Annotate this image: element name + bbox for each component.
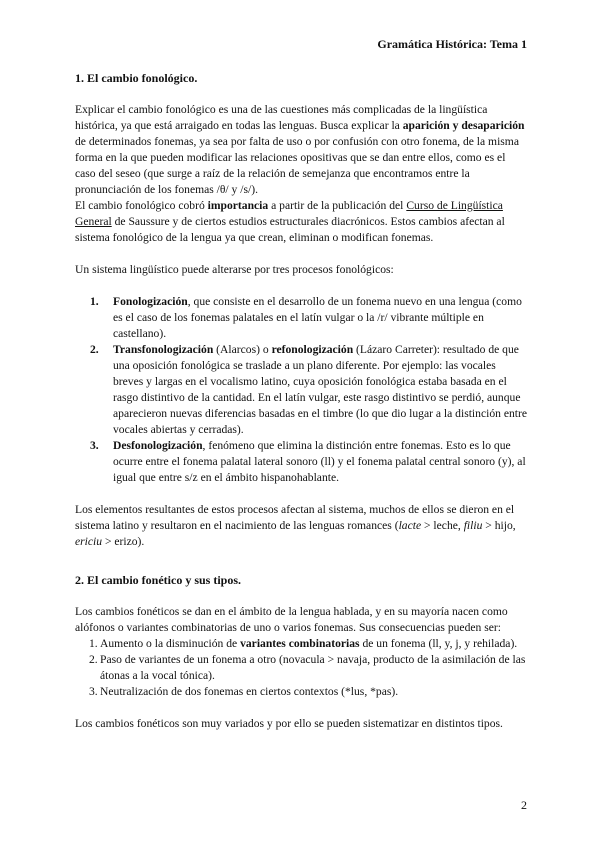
- list-item: [75, 438, 527, 486]
- list-number: 3.: [89, 685, 98, 698]
- bold-term: Fonologización: [113, 295, 188, 308]
- list-number: 1.: [90, 295, 99, 308]
- text-run: Los elementos resultantes de estos procesos afectan al sistema, muchos de ellos se dieron en el sistema latino y resultaron en el nacimiento de las lenguas romances (: [75, 503, 515, 532]
- text-run: , que consiste en el desarrollo de un fonema nuevo en una lengua (como es el caso de los fonemas palatales en el latín vulgar o la /r/ vibrante múltiple en castellano).: [113, 295, 522, 340]
- list-number: 3.: [90, 439, 99, 452]
- text-run: Paso de variantes de un fonema a otro (novacula > navaja, producto de la asimilación de las átonas a la vocal tónica).: [100, 653, 526, 682]
- bold-term: importancia: [207, 199, 269, 212]
- list-item: [75, 684, 527, 700]
- book-title: Curso de Lingüística General: [75, 199, 503, 228]
- paragraph: [75, 198, 527, 246]
- text-run: Neutralización de dos fonemas en ciertos contextos (*lus, *pas).: [100, 685, 399, 698]
- bold-term: refonologización: [271, 343, 354, 356]
- section-heading: 2. El cambio fonético y sus tipos.: [75, 573, 242, 587]
- text-run: Aumento o la disminución de: [100, 637, 241, 650]
- list-number: 1.: [89, 637, 98, 650]
- list-item: [75, 294, 527, 342]
- text-run: Explicar el cambio fonológico es una de las cuestiones más complicadas de la lingüística histórica, ya que está arraigado en todas las lenguas. Busca explicar la: [75, 103, 488, 132]
- latin-word: lacte: [398, 519, 422, 532]
- text-run: > erizo).: [102, 535, 145, 548]
- text-run: a partir de la publicación del: [268, 199, 407, 212]
- text-run: (Alarcos) o: [213, 343, 272, 356]
- text-run: > hijo,: [482, 519, 516, 532]
- paragraph: [75, 502, 527, 550]
- process-list: [75, 294, 527, 486]
- list-number: 2.: [89, 653, 98, 666]
- page-content: [75, 70, 527, 732]
- paragraph: Los cambios fonéticos son muy variados y por ello se pueden sistematizar en distintos tipos.: [75, 717, 503, 730]
- text-run: > leche,: [421, 519, 464, 532]
- text-run: (Lázaro Carreter): resultado de que una oposición fonológica se traslade a un plano diferente. Por ejemplo: las vocales breves y largas en el vocalismo latino, cuya oposición fonológica estaba basada en el rasgo distintivo de la cantidad. En el latín vulgar, este rasgo distintivo se perdió, aunque aparecieron nuevas diferencias basadas en el timbre (lo que dio lugar a la distinción entre vocales abiertas y cerradas).: [113, 343, 527, 436]
- text-run: , fenómeno que elimina la distinción entre fonemas. Esto es lo que ocurre entre el fonema palatal lateral sonoro (ll) y el fonema palatal central sonoro (y), al igual que entre s/z en el ámbito hispanohablante.: [113, 439, 526, 484]
- paragraph: Los cambios fonéticos se dan en el ámbito de la lengua hablada, y en su mayoría nacen como alófonos o variantes combinatorias de uno o varios fonemas. Sus consecuencias pueden ser:: [75, 605, 508, 634]
- bold-term: Transfonologización: [113, 343, 214, 356]
- latin-word: filiu: [463, 519, 483, 532]
- paragraph: Un sistema lingüístico puede alterarse por tres procesos fonológicos:: [75, 263, 394, 276]
- text-run: de un fonema (ll, y, j, y rehilada).: [359, 637, 518, 650]
- text-run: de Saussure y de ciertos estudios estructurales diacrónicos. Estos cambios afectan al sistema fonológico de la lengua ya que crean, eliminan o modifican fonemas.: [75, 215, 505, 244]
- latin-word: ericiu: [75, 535, 103, 548]
- text-run: de determinados fonemas, ya sea por falta de uso o por confusión con otro fonema, de la misma forma en la que pueden modificar las relaciones opositivas que se dan entre ellos, como es el caso del seseo (que surge a raíz de la relación de semejanza que encontramos entre la pronunciación de los fonemas /θ/ y /s/).: [75, 135, 519, 196]
- list-number: 2.: [90, 343, 99, 356]
- running-header: Gramática Histórica: Tema 1: [377, 37, 527, 51]
- bold-term: Desfonologización: [113, 439, 203, 452]
- list-item: [75, 636, 527, 652]
- list-item: [75, 652, 527, 684]
- section-heading: 1. El cambio fonológico.: [75, 71, 198, 85]
- page-number: 2: [521, 798, 527, 812]
- text-run: El cambio fonológico cobró: [75, 199, 208, 212]
- bold-term: aparición y desaparición: [402, 119, 525, 132]
- bold-term: variantes combinatorias: [240, 637, 360, 650]
- consequence-list: [75, 636, 527, 700]
- paragraph: [75, 102, 527, 198]
- list-item: [75, 342, 527, 438]
